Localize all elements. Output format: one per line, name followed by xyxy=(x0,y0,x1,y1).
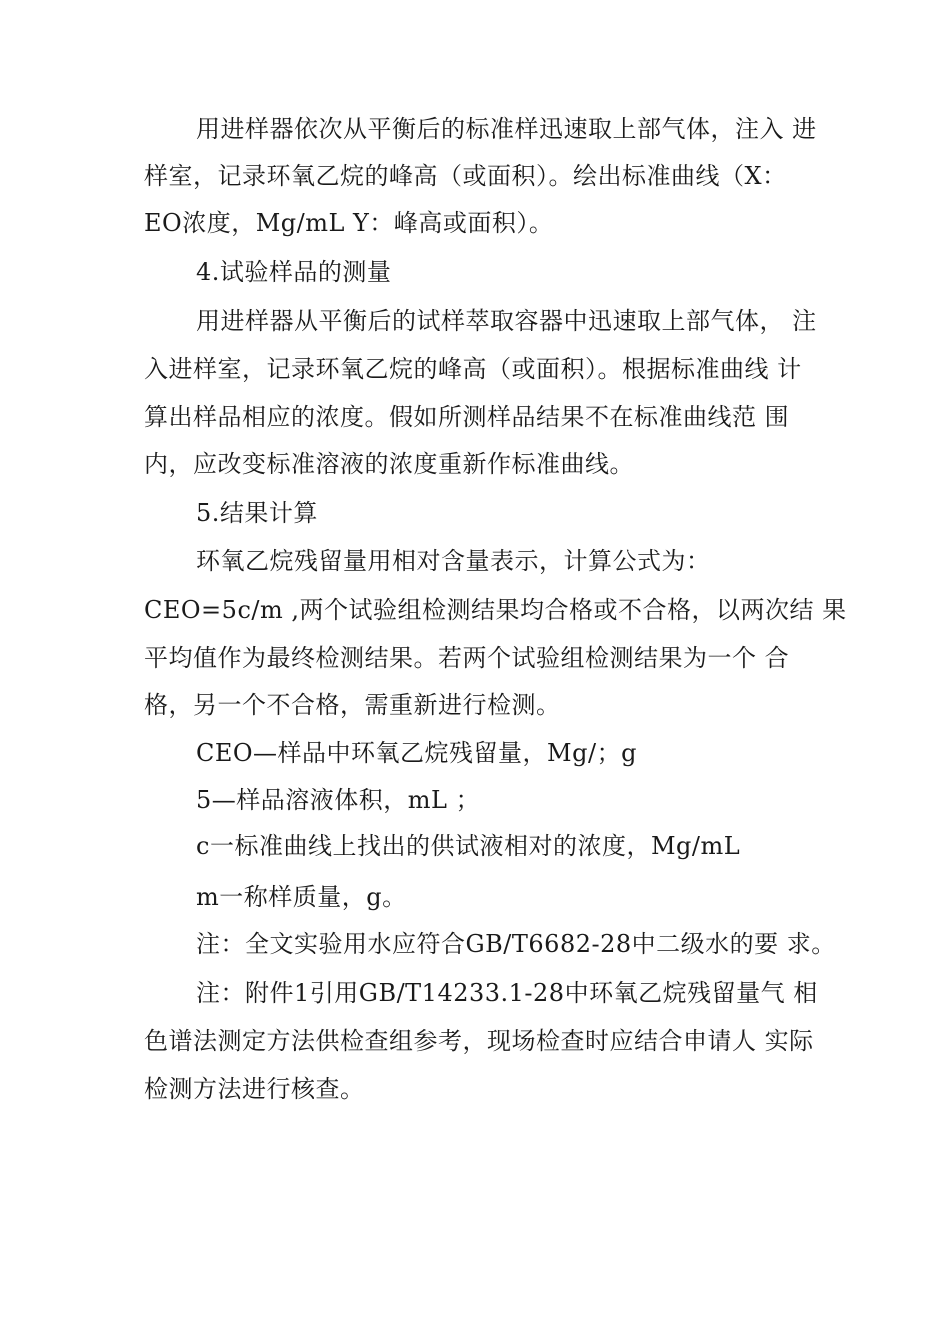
section-heading: 5.结果计算 xyxy=(196,499,318,527)
formula-line: CEO=5c/m ,两个试验组检测结果均合格或不合格，以两次结 果 xyxy=(144,596,847,624)
paragraph-line: 内，应改变标准溶液的浓度重新作标准曲线。 xyxy=(144,450,634,478)
paragraph-line: 环氧乙烷残留量用相对含量表示，计算公式为： xyxy=(196,547,711,575)
paragraph-line: EO浓度，Mg/mL Y：峰高或面积）。 xyxy=(144,209,554,237)
paragraph-line: 算出样品相应的浓度。假如所测样品结果不在标准曲线范 围 xyxy=(144,403,790,431)
paragraph-line: 样室，记录环氧乙烷的峰高（或面积）。绘出标准曲线（X： xyxy=(144,162,787,190)
section-heading: 4.试验样品的测量 xyxy=(196,258,392,286)
definition-line: CEO—样品中环氧乙烷残留量，Mg/；g xyxy=(196,739,637,767)
definition-line: c一标准曲线上找出的供试液相对的浓度，Mg/mL xyxy=(196,832,741,860)
paragraph-line: 入进样室，记录环氧乙烷的峰高（或面积）。根据标准曲线 计 xyxy=(144,355,802,383)
definition-line: m一称样质量，g。 xyxy=(196,883,407,911)
paragraph-line: 用进样器依次从平衡后的标准样迅速取上部气体，注入 进 xyxy=(196,115,817,143)
note-line: 注：全文实验用水应符合GB/T6682-28中二级水的要 求。 xyxy=(196,930,836,958)
paragraph-line: 用进样器从平衡后的试样萃取容器中迅速取上部气体， 注 xyxy=(196,307,817,335)
note-line: 色谱法测定方法供检查组参考，现场检查时应结合申请人 实际 xyxy=(144,1027,814,1055)
note-line: 检测方法进行核查。 xyxy=(144,1075,365,1103)
definition-line: 5—样品溶液体积，mL ； xyxy=(196,786,481,814)
paragraph-line: 格，另一个不合格，需重新进行检测。 xyxy=(144,691,561,719)
paragraph-line: 平均值作为最终检测结果。若两个试验组检测结果为一个 合 xyxy=(144,644,790,672)
note-line: 注：附件1引用GB/T14233.1-28中环氧乙烷残留量气 相 xyxy=(196,979,818,1007)
